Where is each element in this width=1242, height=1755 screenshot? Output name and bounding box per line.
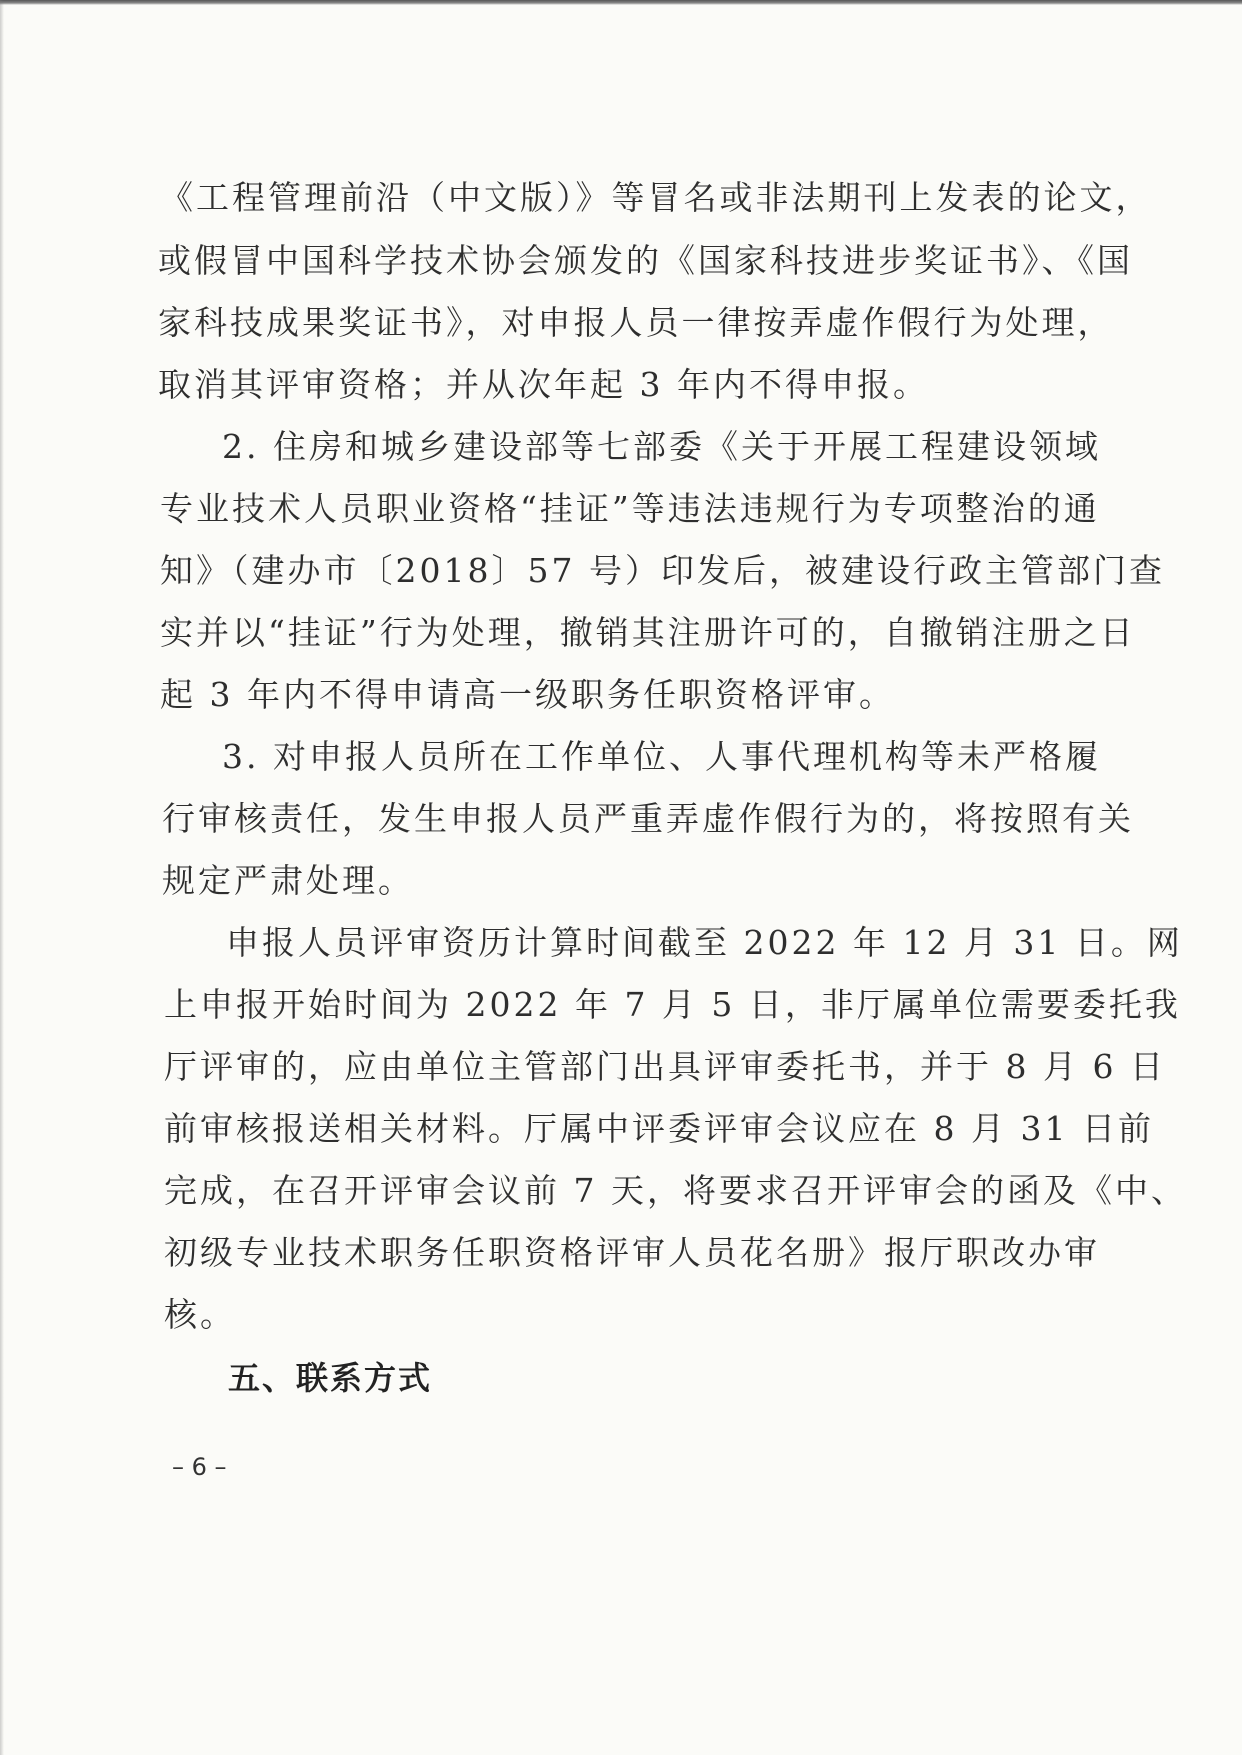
page-number: – 6 –: [172, 1453, 227, 1481]
body-line: 初级专业技术职务任职资格评审人员花名册》报厅职改办审: [164, 1233, 1100, 1272]
scan-edge-left: [0, 0, 4, 1755]
section-heading: 五、联系方式: [228, 1359, 433, 1397]
body-line: 核。: [164, 1295, 236, 1334]
body-line: 2. 住房和城乡建设部等七部委《关于开展工程建设领域: [222, 427, 1101, 466]
body-line: 3. 对申报人员所在工作单位、人事代理机构等未严格履: [222, 737, 1101, 776]
scan-edge-top: [0, 0, 1242, 5]
body-line: 前审核报送相关材料。厅属中评委评审会议应在 8 月 31 日前: [164, 1109, 1154, 1148]
body-line: 规定严肃处理。: [162, 861, 414, 900]
body-line: 《工程管理前沿（中文版）》等冒名或非法期刊上发表的论文，: [160, 178, 1152, 217]
body-line: 完成，在召开评审会议前 7 天，将要求召开评审会的函及《中、: [164, 1171, 1187, 1210]
body-line: 实并以“挂证”行为处理，撤销其注册许可的，自撤销注册之日: [160, 613, 1136, 652]
body-line: 家科技成果奖证书》，对申报人员一律按弄虚作假行为处理，: [158, 303, 1114, 342]
body-line: 起 3 年内不得申请高一级职务任职资格评审。: [160, 675, 895, 714]
body-line: 行审核责任，发生申报人员严重弄虚作假行为的，将按照有关: [162, 799, 1134, 838]
body-line: 厅评审的，应由单位主管部门出具评审委托书，并于 8 月 6 日: [164, 1047, 1166, 1086]
body-line: 取消其评审资格；并从次年起 3 年内不得申报。: [158, 365, 929, 404]
body-line: 申报人员评审资历计算时间截至 2022 年 12 月 31 日。网: [226, 923, 1183, 962]
body-line: 或假冒中国科学技术协会颁发的《国家科技进步奖证书》、《国: [158, 241, 1133, 280]
body-line: 知》（建办市〔2018〕57 号）印发后，被建设行政主管部门查: [160, 551, 1165, 590]
body-line: 专业技术人员职业资格“挂证”等违法违规行为专项整治的通: [160, 489, 1100, 528]
body-line: 上申报开始时间为 2022 年 7 月 5 日，非厅属单位需要委托我: [164, 985, 1181, 1024]
